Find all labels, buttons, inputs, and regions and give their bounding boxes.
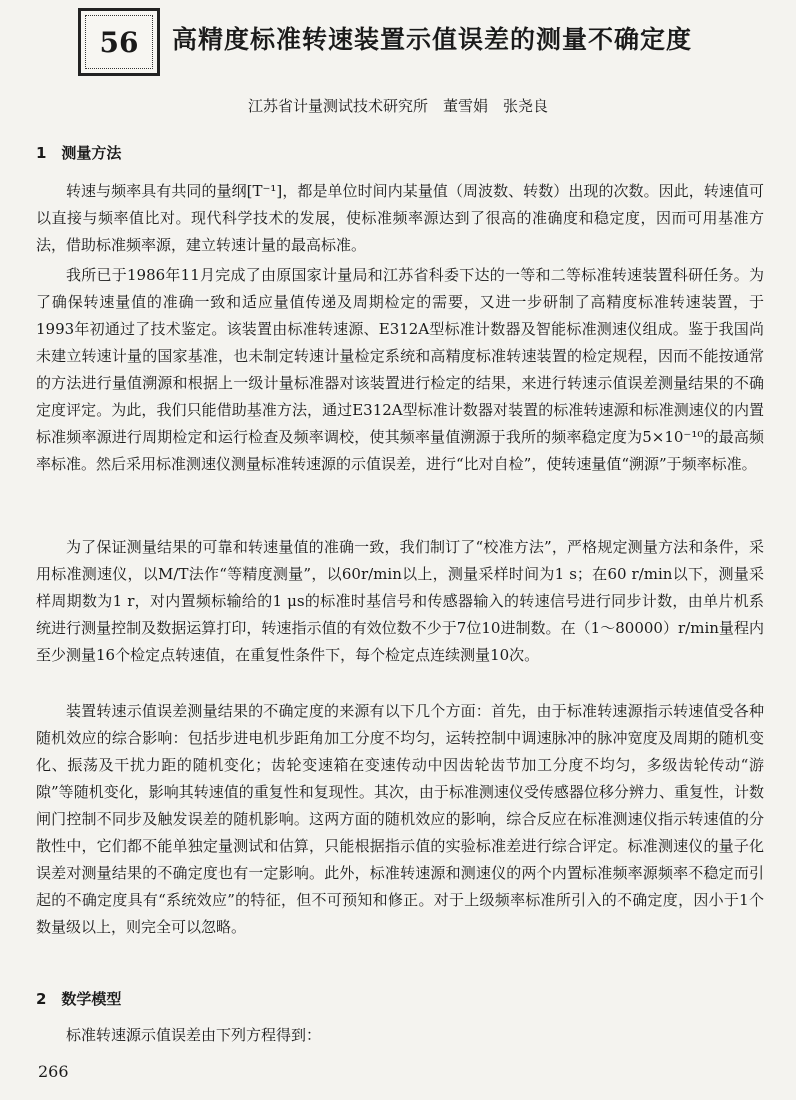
section-heading-2: 2 数学模型 xyxy=(36,990,122,1008)
paragraph-4: 装置转速示值误差测量结果的不确定度的来源有以下几个方面：首先，由于标准转速源指示转速值受各种随机效应的综合影响：包括步进电机步距角加工分度不均匀，运转控制中调速脉冲的脉冲宽度及周期的随机变化、振荡及干扰力距的随机变化；齿轮变速箱在变速传动中因齿轮齿节加工分度不均匀，多级齿轮传动“游隙”等随机变化，影响其转速值的重复性和复现性。其次，由于标准测速仪受传感器位移分辨力、重复性，计数闸门控制不同步及触发误差的随机影响。这两方面的随机效应的影响，综合反应在标准测速仪指示转速值的分散性中，它们都不能单独定量测试和估算，只能根据指示值的实验标准差进行综合评定。标准测速仪的量子化误差对测量结果的不确定度也有一定影响。此外，标准转速源和测速仪的两个内置标准频率源频率不稳定而引起的不确定度具有“系统效应”的特征，但不可预知和修正。对于上级频率标准所引入的不确定度，因小于1个数量级以上，则完全可以忽略。 xyxy=(36,702,764,936)
paragraph-1: 转速与频率具有共同的量纲[T⁻¹]，都是单位时间内某量值（周波数、转数）出现的次数。因此，转速值可以直接与频率值比对。现代科学技术的发展，使标准频率源达到了很高的准确度和稳定度，因而可用基准方法，借助标准频率源，建立转速计量的最高标准。 xyxy=(36,182,764,254)
section-heading-1: 1 测量方法 xyxy=(36,144,122,162)
paragraph-2: 我所已于1986年11月完成了由原国家计量局和江苏省科委下达的一等和二等标准转速装置科研任务。为了确保转速量值的准确一致和适应量值传递及周期检定的需要，又进一步研制了高精度标准转速装置，于1993年初通过了技术鉴定。该装置由标准转速源、E312A型标准计数器及智能标准测速仪组成。鉴于我国尚未建立转速计量的国家基准，也未制定转速计量检定系统和高精度标准转速装置的检定规程，因而不能按通常的方法进行量值溯源和根据上一级计量标准器对该装置进行检定的结果，来进行转速示值误差测量结果的不确定度评定。为此，我们只能借助基准方法，通过E312A型标准计数器对装置的标准转速源和标准测速仪的内置标准频率源进行周期检定和运行检查及频率调校，使其频率量值溯源于我所的频率稳定度为5×10⁻¹⁰的最高频率标准。然后采用标准测速仪测量标准转速源的示值误差，进行“比对自检”，使转速量值“溯源”于频率标准。 xyxy=(36,266,764,473)
chapter-number: 56 xyxy=(99,25,139,59)
page-number: 266 xyxy=(38,1062,69,1081)
article-title: 高精度标准转速装置示值误差的测量不确定度 xyxy=(172,25,693,54)
paragraph-3: 为了保证测量结果的可靠和转速量值的准确一致，我们制订了“校准方法”，严格规定测量方法和条件，采用标准测速仪，以M/T法作“等精度测量”，以60r/min以上，测量采样时间为1 s；在60 r/min以下，测量采样周期数为1 r，对内置频标输给的1 μs的标准时基信号和传感器输入的转速信号进行同步计数，由单片机系统进行测量控制及数据运算打印，转速指示值的有效位数不少于7位10进制数。在（1～80000）r/min量程内至少测量16个检定点转速值，在重复性条件下，每个检定点连续测量10次。 xyxy=(36,538,764,664)
chapter-number-badge xyxy=(78,8,160,76)
paragraph-5: 标准转速源示值误差由下列方程得到： xyxy=(66,1026,322,1044)
authors-line: 江苏省计量测试技术研究所 董雪娟 张尧良 xyxy=(247,97,548,115)
